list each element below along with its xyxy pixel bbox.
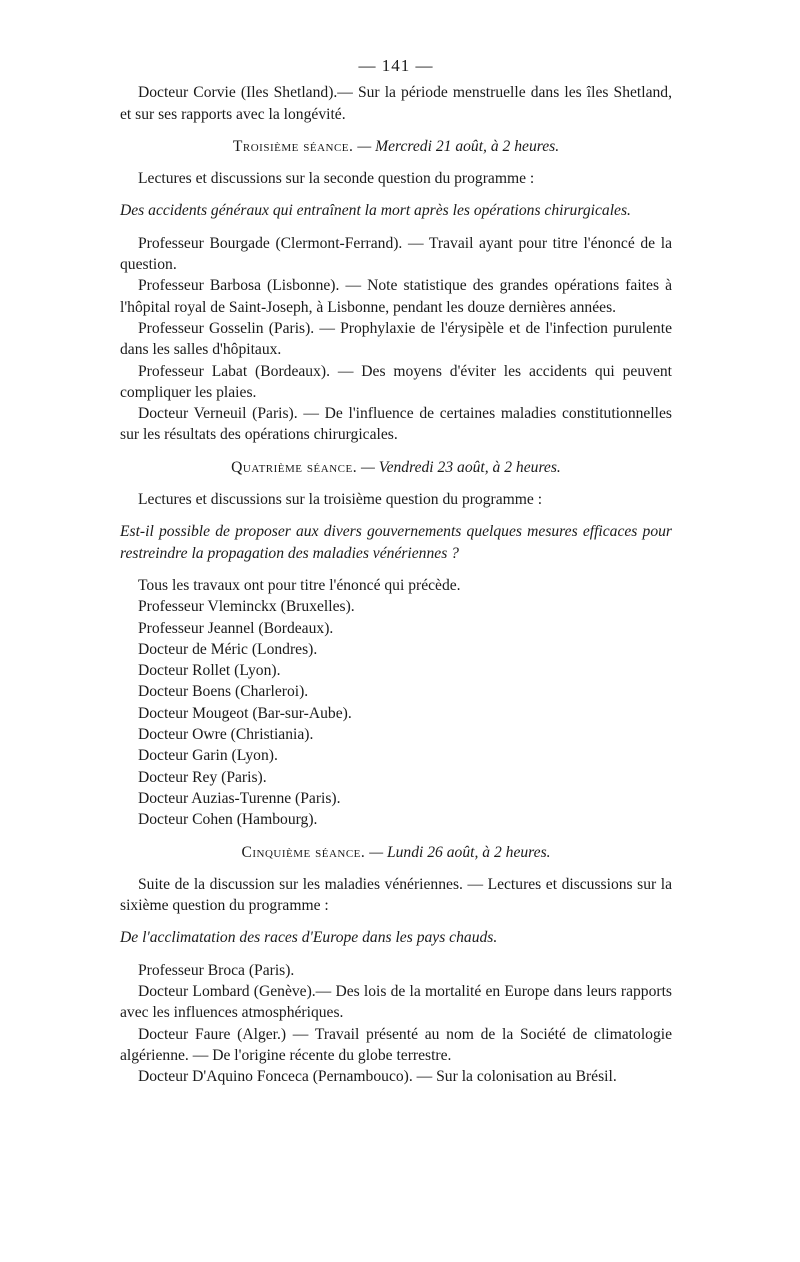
seance4-entry: Professeur Vleminckx (Bruxelles). bbox=[138, 598, 355, 616]
seance4-entry: Docteur Auzias-Turenne (Paris). bbox=[138, 789, 341, 807]
seance3-entry: Docteur Verneuil (Paris). — De l'influence de certaines maladies constitutionnelles sur les résultats des opérations chirurgicales. bbox=[120, 405, 672, 444]
seance4-entry: Docteur Cohen (Hambourg). bbox=[138, 811, 318, 829]
seance4-entry: Docteur Rey (Paris). bbox=[138, 768, 267, 786]
seance4-entry: Professeur Jeannel (Bordeaux). bbox=[138, 619, 334, 637]
seance3-entry: Professeur Gosselin (Paris). — Prophylaxie de l'érysipèle et de l'infection purulente dans les salles d'hôpitaux. bbox=[120, 319, 672, 359]
seance4-entry: Docteur de Méric (Londres). bbox=[138, 640, 318, 658]
seance3-intro: Lectures et discussions sur la seconde question du programme : bbox=[138, 170, 535, 188]
seance3-heading-date: — Mercredi 21 août, à 2 heures. bbox=[357, 137, 560, 155]
seance5-intro: Suite de la discussion sur les maladies vénériennes. — Lectures et discussions sur la sixième question du programme : bbox=[120, 875, 672, 915]
seance5-entry: Docteur D'Aquino Fonceca (Pernambouco). — Sur la colonisation au Brésil. bbox=[138, 1068, 617, 1086]
seance5-entry: Docteur Lombard (Genève).— Des lois de la mortalité en Europe dans leurs rapports avec les influences atmosphériques. bbox=[120, 982, 672, 1022]
seance4-entry: Docteur Garin (Lyon). bbox=[138, 747, 278, 765]
seance5-entry: Professeur Broca (Paris). bbox=[138, 961, 295, 979]
seance3-heading-label: Troisième séance. bbox=[232, 137, 354, 155]
seance3-entry: Professeur Labat (Bordeaux). — Des moyens d'éviter les accidents qui peuvent compliquer les plaies. bbox=[120, 362, 672, 401]
seance3-question: Des accidents généraux qui entraînent la mort après les opérations chirurgicales. bbox=[120, 202, 631, 220]
seance5-heading-label: Cinquième séance. bbox=[241, 843, 366, 861]
seance4-entry: Tous les travaux ont pour titre l'énoncé qui précède. bbox=[138, 576, 461, 594]
seance5-entries bbox=[120, 960, 672, 1088]
seance4-intro: Lectures et discussions sur la troisième question du programme : bbox=[138, 491, 543, 509]
seance5-question: De l'acclimatation des races d'Europe dans les pays chauds. bbox=[120, 929, 498, 947]
seance4-entry: Docteur Boens (Charleroi). bbox=[138, 683, 309, 701]
seance4-heading bbox=[120, 457, 672, 478]
seance4-entry: Docteur Mougeot (Bar-sur-Aube). bbox=[138, 704, 352, 722]
intro-entry: Docteur Corvie (Iles Shetland).— Sur la période menstruelle dans les îles Shetland, et sur ses rapports avec la longévité. bbox=[120, 84, 672, 123]
seance3-entry: Professeur Bourgade (Clermont-Ferrand). — Travail ayant pour titre l'énoncé de la question. bbox=[120, 234, 672, 274]
seance4-heading-label: Quatrième séance. bbox=[231, 458, 358, 476]
seance4-entry: Docteur Owre (Christiania). bbox=[138, 726, 314, 744]
seance3-entries bbox=[120, 233, 672, 446]
seance3-entry: Professeur Barbosa (Lisbonne). — Note statistique des grandes opérations faites à l'hôpital royal de Saint-Joseph, à Lisbonne, pendant les douze dernières années. bbox=[120, 277, 672, 316]
seance5-entry: Docteur Faure (Alger.) — Travail présenté au nom de la Société de climatologie algérienne. — De l'origine récente du globe terrestre. bbox=[120, 1025, 672, 1064]
seance5-heading-date: — Lundi 26 août, à 2 heures. bbox=[369, 843, 551, 861]
page-number: — 141 — bbox=[358, 56, 434, 75]
seance4-heading-date: — Vendredi 23 août, à 2 heures. bbox=[361, 458, 561, 476]
seance4-entries bbox=[120, 575, 672, 831]
seance4-question: Est-il possible de proposer aux divers gouvernements quelques mesures efficaces pour restreindre la propagation des maladies vénériennes ? bbox=[120, 523, 672, 562]
document-page bbox=[120, 55, 672, 1087]
seance4-entry: Docteur Rollet (Lyon). bbox=[138, 662, 281, 680]
seance5-heading bbox=[120, 842, 672, 863]
seance3-heading bbox=[120, 136, 672, 157]
